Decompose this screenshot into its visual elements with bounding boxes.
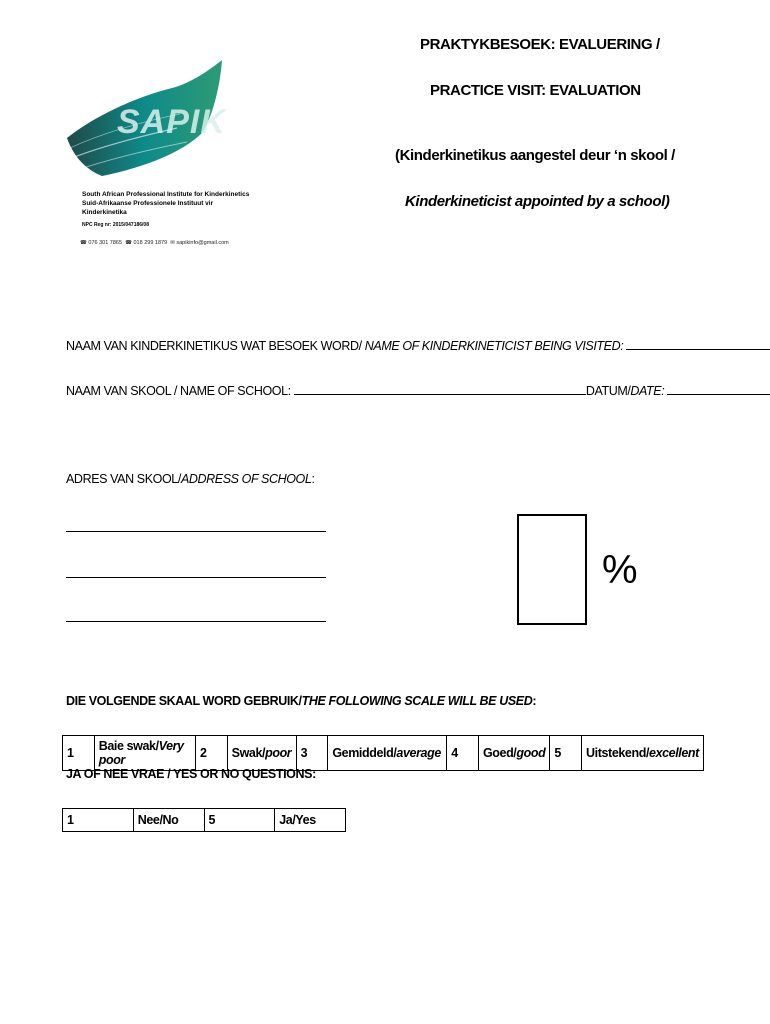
address-label-af: ADRES VAN SKOOL/ xyxy=(66,472,181,486)
percent-symbol: % xyxy=(602,548,638,592)
yesno-num-1: 1 xyxy=(63,809,134,832)
date-label-af: DATUM/ xyxy=(585,384,631,398)
scale-heading-en: THE FOLLOWING SCALE WILL BE USED xyxy=(301,694,533,708)
logo-contacts xyxy=(80,240,229,246)
sapik-logo xyxy=(62,58,250,258)
logo-phone2: 018 299 1879 xyxy=(133,240,168,246)
yesno-heading: JA OF NEE VRAE / YES OR NO QUESTIONS: xyxy=(66,767,316,781)
scale-heading-colon: : xyxy=(532,694,537,708)
scale-num-1: 1 xyxy=(63,736,95,771)
scale-label-4: Goed/good xyxy=(478,736,549,771)
yesno-label-1: Nee/No xyxy=(133,809,204,832)
address-label-colon: : xyxy=(311,472,315,486)
school-name-input[interactable] xyxy=(294,382,586,395)
address-line-3[interactable] xyxy=(66,621,326,622)
phone-icon: ☎ xyxy=(125,240,132,246)
date-input[interactable] xyxy=(667,382,770,395)
title-line-3: (Kinderkinetikus aangestel deur ‘n skool / xyxy=(395,147,675,164)
school-name-field xyxy=(66,382,770,398)
logo-brand: SAPIK xyxy=(117,103,226,141)
table-row xyxy=(63,809,346,832)
scale-label-3: Gemiddeld/average xyxy=(328,736,447,771)
title-line-1: PRAKTYKBESOEK: EVALUERING / xyxy=(420,36,660,53)
scale-num-2: 2 xyxy=(195,736,227,771)
address-label xyxy=(66,472,315,486)
email-icon: ✉ xyxy=(170,240,175,246)
yesno-num-2: 5 xyxy=(204,809,275,832)
date-label-en: DATE: xyxy=(630,384,665,398)
kineticist-name-field xyxy=(66,337,770,353)
logo-name-af: Suid-Afrikaanse Professionele Instituut vir Kinderkinetika xyxy=(82,200,214,216)
scale-label-2: Swak/poor xyxy=(227,736,296,771)
logo-npc: NPC Reg nr: 2015/047186/08 xyxy=(82,222,149,228)
phone-icon: ☎ xyxy=(80,240,87,246)
scale-label-5: Uitstekend/excellent xyxy=(582,736,704,771)
logo-email: sapikinfo@gmail.com xyxy=(176,240,229,246)
scale-num-5: 5 xyxy=(550,736,582,771)
yesno-table xyxy=(62,808,346,832)
scale-label-1: Baie swak/Very poor xyxy=(94,736,195,771)
rating-scale-table xyxy=(62,735,704,771)
title-line-2: PRACTICE VISIT: EVALUATION xyxy=(430,82,641,99)
logo-name-en: South African Professional Institute for Kinderkinetics xyxy=(82,191,250,198)
address-line-2[interactable] xyxy=(66,577,326,578)
address-line-1[interactable] xyxy=(66,531,326,532)
scale-num-3: 3 xyxy=(296,736,328,771)
percentage-box[interactable] xyxy=(517,514,587,625)
school-label: NAAM VAN SKOOL / NAME OF SCHOOL: xyxy=(66,384,291,398)
logo-names xyxy=(82,190,257,230)
address-label-en: ADDRESS OF SCHOOL xyxy=(180,472,312,486)
kineticist-label-af: NAAM VAN KINDERKINETIKUS WAT BESOEK WORD/ xyxy=(66,339,362,353)
scale-heading xyxy=(66,694,536,708)
kineticist-label-en: NAME OF KINDERKINETICIST BEING VISITED: xyxy=(361,339,624,353)
scale-num-4: 4 xyxy=(447,736,479,771)
table-row xyxy=(63,736,704,771)
kineticist-name-input[interactable] xyxy=(626,337,770,350)
title-line-4: Kinderkineticist appointed by a school) xyxy=(405,193,670,210)
scale-heading-af: DIE VOLGENDE SKAAL WORD GEBRUIK/ xyxy=(66,694,302,708)
logo-phone1: 076 301 7865 xyxy=(88,240,123,246)
yesno-label-2: Ja/Yes xyxy=(275,809,346,832)
